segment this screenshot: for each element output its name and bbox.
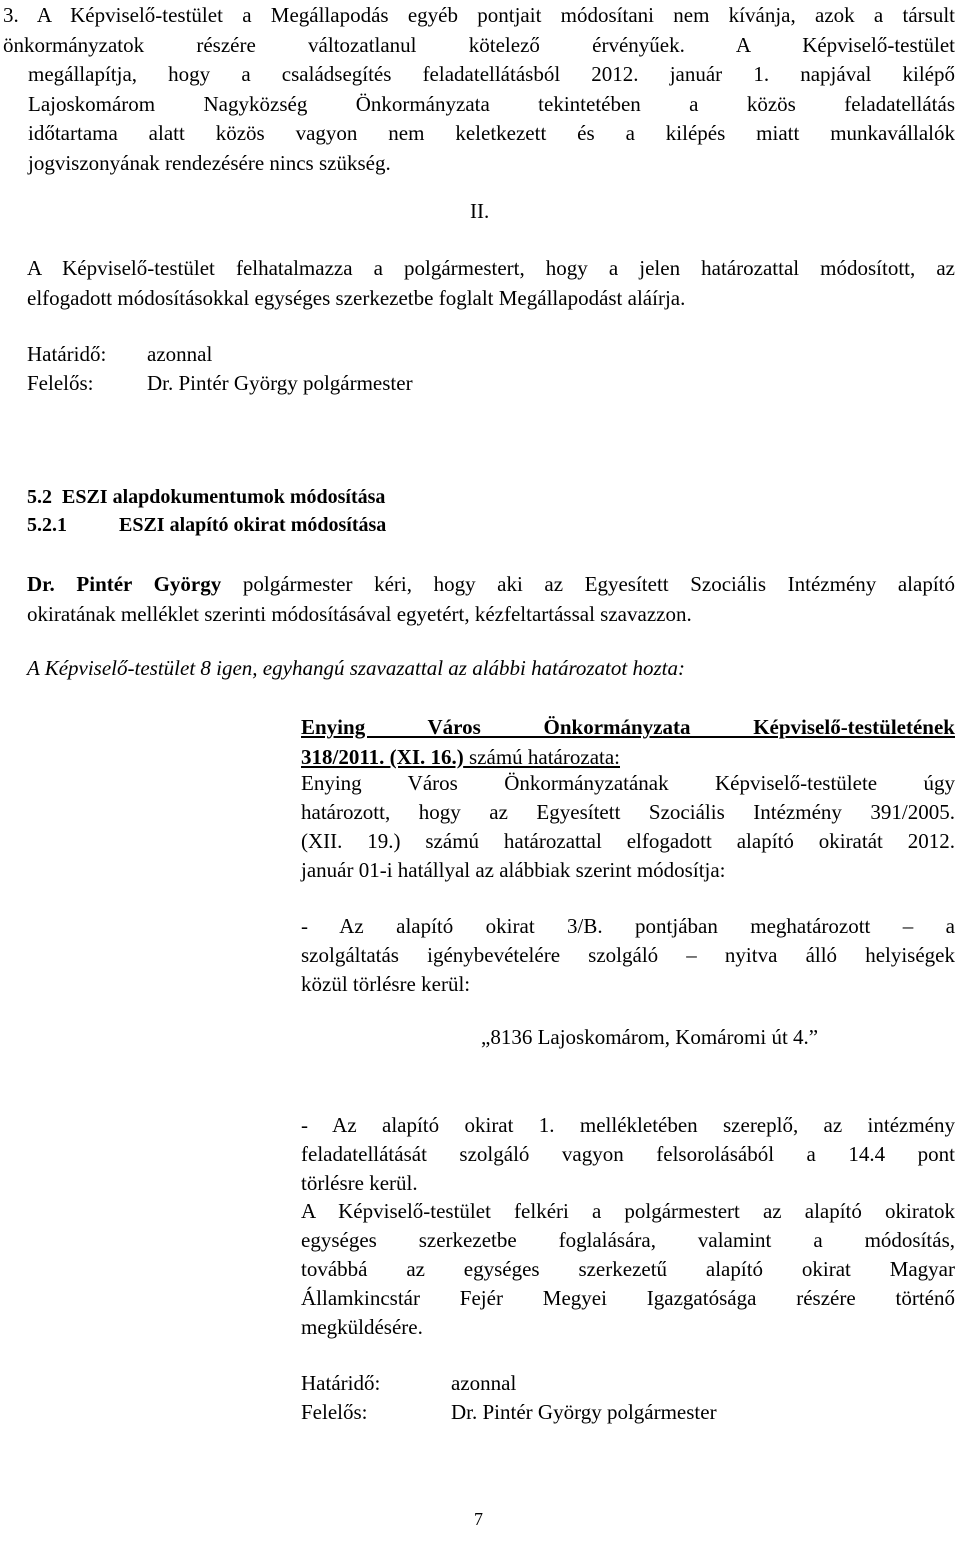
resolution-title-rest: számú határozata: <box>463 744 620 769</box>
vote-statement: A Képviselő-testület 8 igen, egyhangú szavazattal az alábbi határozatot hozta: <box>27 656 685 680</box>
paragraph-line: jogviszonyának rendezésére nincs szükség. <box>28 150 391 175</box>
deadline-value: azonnal <box>451 1371 517 1395</box>
paragraph-line: megállapítja, hogy a családsegítés feladatellátásból 2012. január 1. napjával kilépő <box>28 62 955 86</box>
section3-paragraph <box>3 1 955 178</box>
deadline-row <box>27 342 212 367</box>
responsible-label: Felelős: <box>27 371 94 395</box>
part-numeral: II. <box>470 199 490 223</box>
paragraph-line: Enying Város Önkormányzatának Képviselő-testülete úgy <box>301 771 955 795</box>
paragraph-line: feladatellátását szolgáló vagyon felsorolásából a 14.4 pont <box>301 1142 955 1166</box>
responsible-value: Dr. Pintér György polgármester <box>147 371 413 395</box>
page-number: 7 <box>474 1509 483 1529</box>
resolution-deadline-row <box>301 1371 516 1396</box>
responsible-value: Dr. Pintér György polgármester <box>451 1400 717 1424</box>
heading-5-2 <box>27 486 385 509</box>
paragraph-line: időtartama alatt közös vagyon nem keletkezett és a kilépés miatt munkavállalók <box>28 121 955 145</box>
deadline-label: Határidő: <box>27 342 107 366</box>
heading-number: 5.2 <box>27 486 52 508</box>
responsible-row <box>27 371 413 396</box>
deleted-address-quote: „8136 Lajoskomárom, Komáromi út 4.” <box>481 1025 819 1049</box>
paragraph-line: A Képviselő-testület felhatalmazza a polgármestert, hogy a jelen határozattal módosított, az <box>27 256 955 280</box>
resolution-body <box>301 769 955 885</box>
resolution-title <box>301 713 955 772</box>
paragraph-line: január 01-i hatállyal az alábbiak szerint módosítja: <box>301 858 726 882</box>
paragraph-line: megküldésére. <box>301 1315 423 1339</box>
heading-text: ESZI alapító okirat módosítása <box>119 514 387 536</box>
paragraph-line <box>27 570 955 600</box>
final-request-paragraph <box>301 1197 955 1342</box>
paragraph-line: önkormányzatok részére változatlanul kötelező érvényűek. A Képviselő-testület <box>3 32 955 57</box>
paragraph-line: Államkincstár Fejér Megyei Igazgatósága részére történő <box>301 1286 955 1310</box>
deadline-label: Határidő: <box>301 1371 381 1395</box>
heading-text: ESZI alapdokumentumok módosítása <box>62 486 386 508</box>
paragraph-line: közül törlésre kerül: <box>301 972 471 996</box>
paragraph-line: szolgáltatás igénybevételére szolgáló – nyitva álló helyiségek <box>301 943 955 967</box>
paragraph-line: - Az alapító okirat 1. mellékletében szereplő, az intézmény <box>301 1113 955 1137</box>
intro-line-rest: polgármester kéri, hogy aki az Egyesített Szociális Intézmény alapító <box>221 572 956 596</box>
paragraph-line: törlésre kerül. <box>301 1171 418 1195</box>
resolution-number: 318/2011. (XI. 16.) <box>301 744 464 769</box>
heading-5-2-1 <box>27 514 386 537</box>
amendment-item-1 <box>301 912 955 999</box>
paragraph-line: Lajoskomárom Nagyközség Önkormányzata tekintetében a közös feladatellátás <box>28 91 955 116</box>
paragraph-line: határozott, hogy az Egyesített Szociális Intézmény 391/2005. <box>301 800 955 824</box>
intro-paragraph <box>27 570 955 629</box>
deadline-value: azonnal <box>147 342 213 366</box>
amendment-item-2 <box>301 1111 955 1198</box>
resolution-title-line: Enying Város Önkormányzata Képviselő-testületének <box>301 715 955 739</box>
heading-number: 5.2.1 <box>27 514 67 536</box>
authorization-paragraph <box>27 254 955 313</box>
paragraph-line: elfogadott módosításokkal egységes szerkezetbe foglalt Megállapodást aláírja. <box>27 285 686 310</box>
paragraph-line: 3. A Képviselő-testület a Megállapodás egyéb pontjait módosítani nem kívánja, azok a társult <box>3 3 955 27</box>
paragraph-line: - Az alapító okirat 3/B. pontjában meghatározott – a <box>301 914 955 938</box>
resolution-title-line <box>301 743 955 773</box>
resolution-responsible-row <box>301 1400 717 1425</box>
paragraph-line: továbbá az egységes szerkezetű alapító okirat Magyar <box>301 1257 955 1281</box>
responsible-label: Felelős: <box>301 1400 368 1424</box>
paragraph-line: egységes szerkezetbe foglalására, valamint a módosítás, <box>301 1228 955 1252</box>
paragraph-line: okiratának melléklet szerinti módosításával egyetért, kézfeltartással szavazzon. <box>27 601 692 626</box>
speaker-name: Dr. Pintér György <box>27 572 222 596</box>
paragraph-line: A Képviselő-testület felkéri a polgármestert az alapító okiratok <box>301 1199 955 1223</box>
paragraph-line: (XII. 19.) számú határozattal elfogadott alapító okiratát 2012. <box>301 829 955 853</box>
